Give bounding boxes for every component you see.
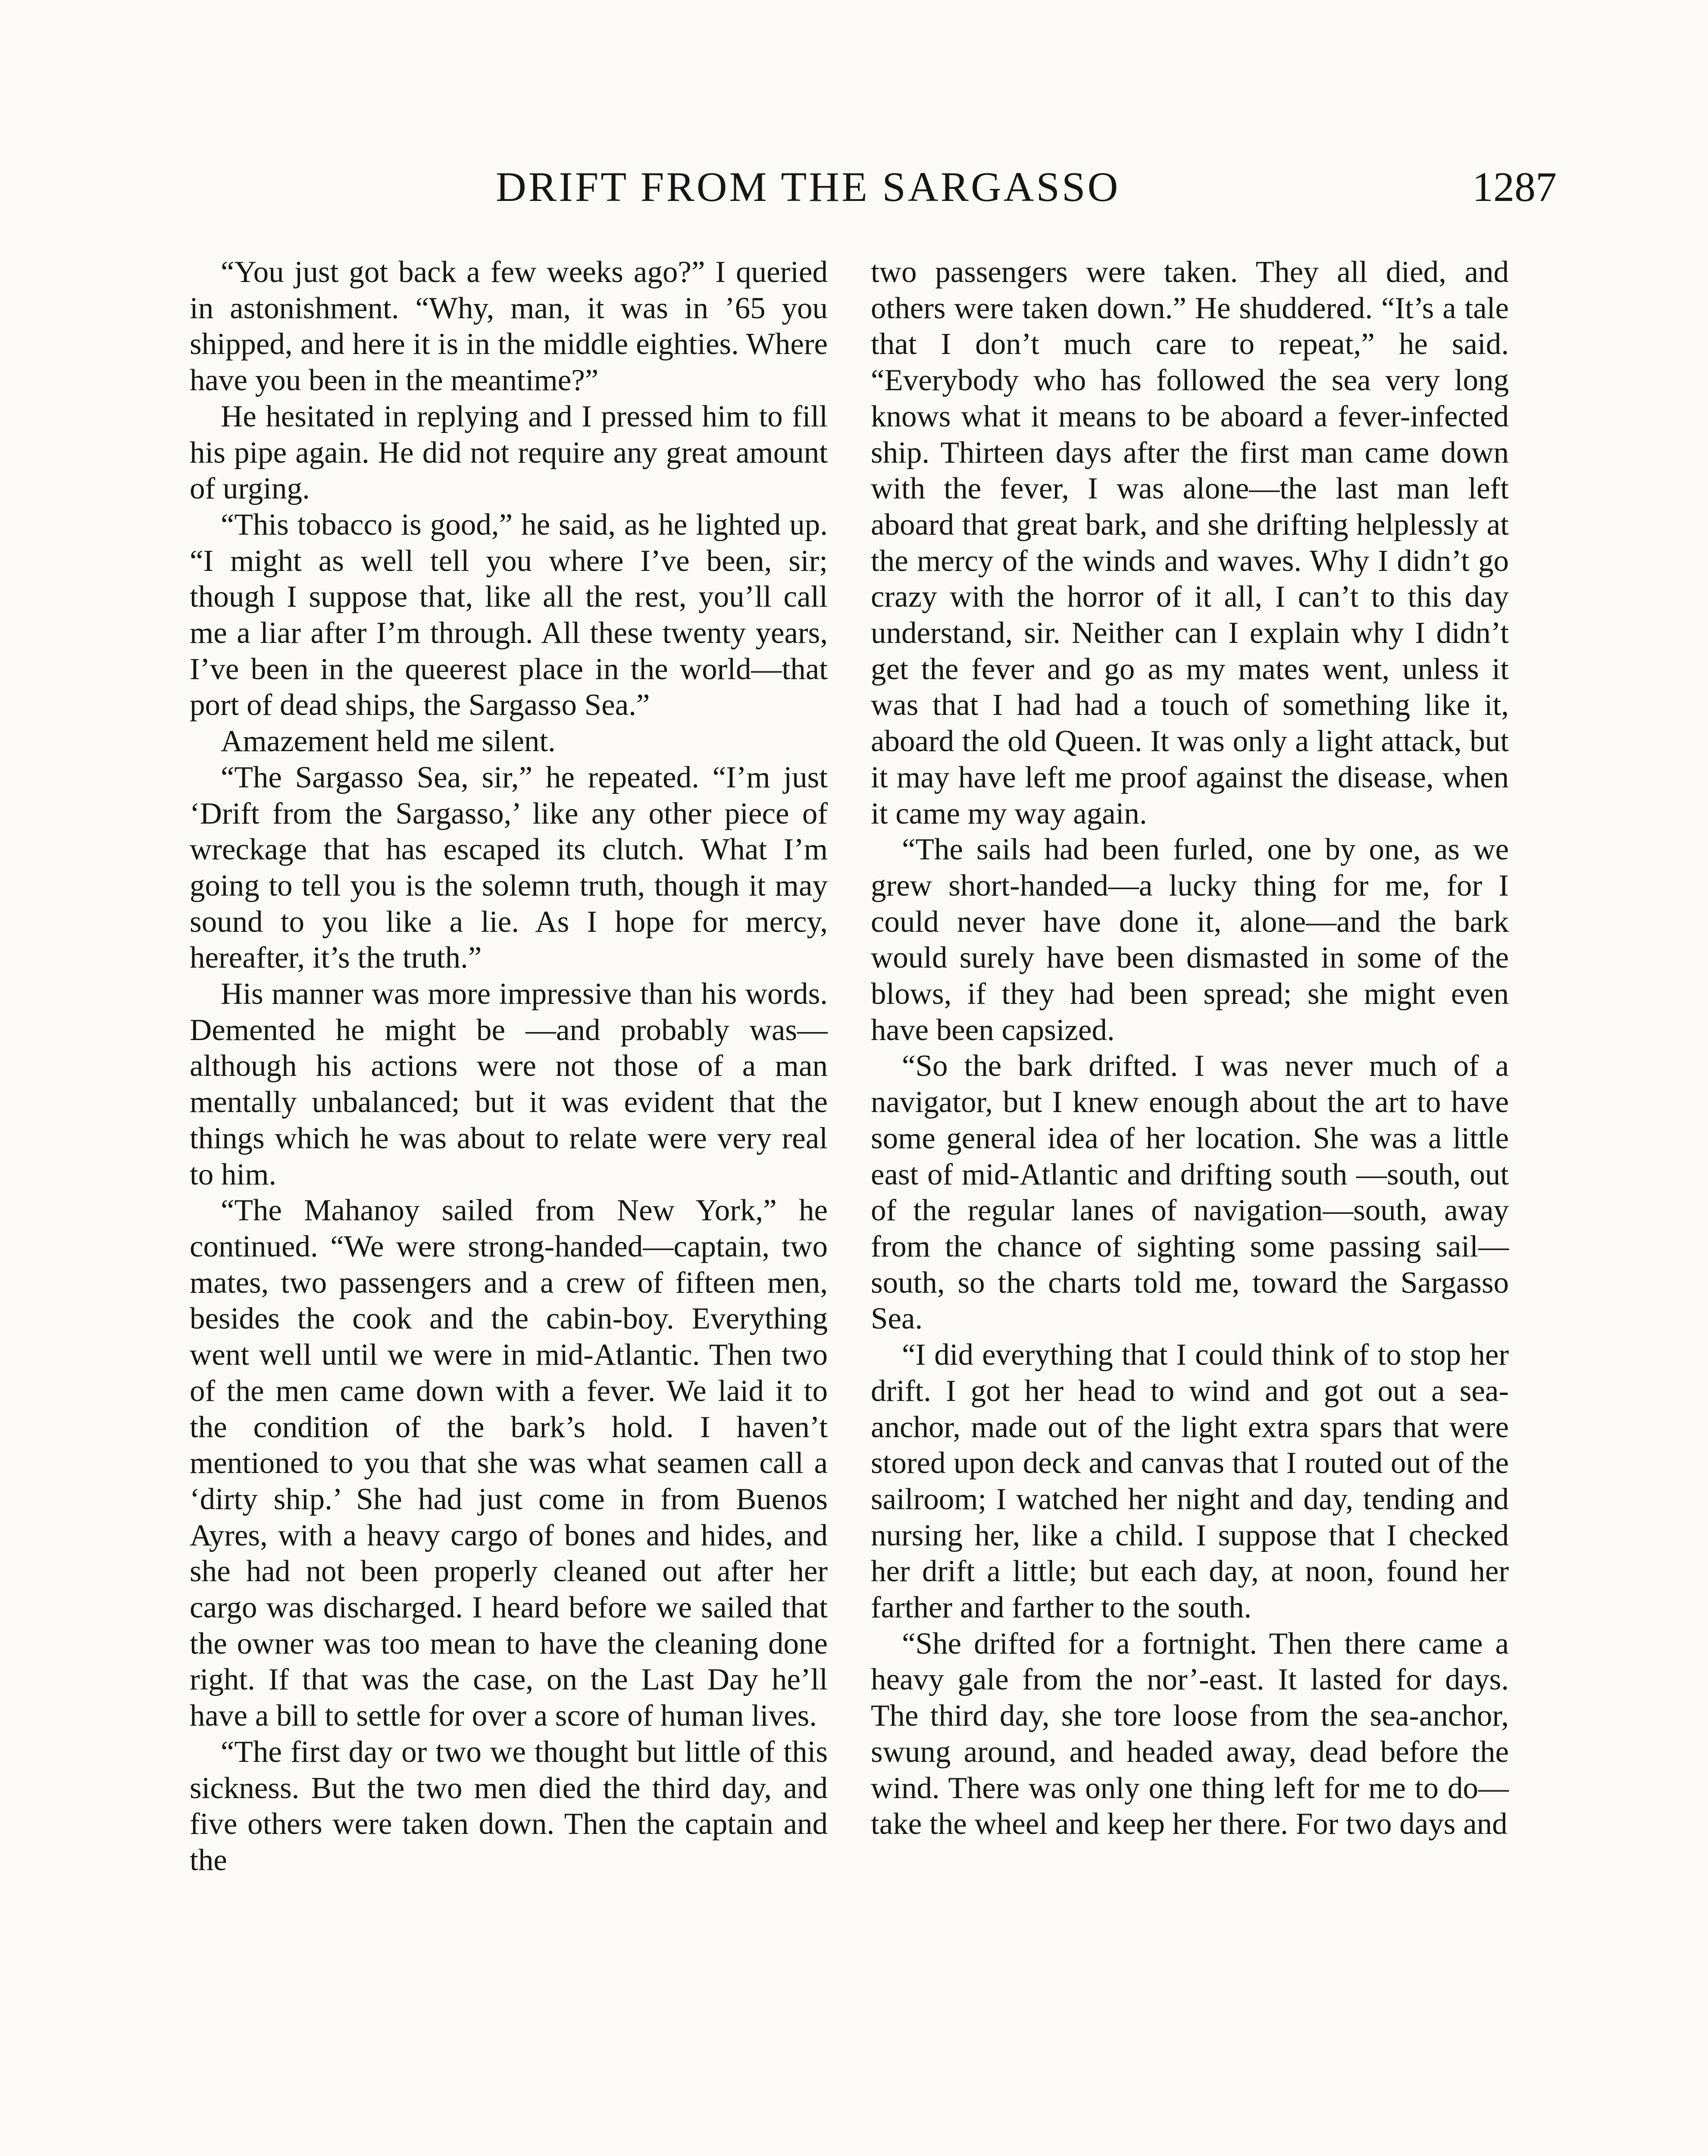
paragraph: His manner was more impressive than his words. Demented he might be —and probably was—although his actions were not those of a man mentally unbalanced; but it was evident that the things which he was about to relate were very real to him.: [190, 977, 828, 1191]
left-column: [190, 254, 828, 1879]
page-number: 1287: [1472, 164, 1557, 210]
paragraph: “The sails had been furled, one by one, as we grew short-handed—a lucky thing for me, for I could never have done it, alone—and the bark would surely have been dismasted in some of the blows, if they had been spread; she might even have been capsized.: [871, 833, 1509, 1047]
paragraph: “She drifted for a fortnight. Then there came a heavy gale from the nor’-east. It lasted for days. The third day, she tore loose from the sea-anchor, swung around, and headed away, dead before the wind. There was only one thing left for me to do—take the wheel and keep her there. For two days and: [871, 1626, 1509, 1841]
paragraph: two passengers were taken. They all died, and others were taken down.” He shuddered. “It’s a tale that I don’t much care to repeat,” he said. “Everybody who has followed the sea very long knows what it means to be aboard a fever-infected ship. Thirteen days after the first man came down with the fever, I was alone—the last man left aboard that great bark, and she drifting helplessly at the mercy of the winds and waves. Why I didn’t go crazy with the horror of it all, I can’t to this day understand, sir. Neither can I explain why I didn’t get the fever and go as my mates went, unless it was that I had had a touch of something like it, aboard the old Queen. It was only a light attack, but it may have left me proof against the disease, when it came my way again.: [871, 255, 1509, 830]
running-title: DRIFT FROM THE SARGASSO: [496, 164, 1120, 210]
paragraph: “I did everything that I could think of to stop her drift. I got her head to wind and got out a sea-anchor, made out of the light extra spars that were stored upon deck and canvas that I routed out of the sailroom; I watched her night and day, tending and nursing her, like a child. I suppose that I checked her drift a little; but each day, at noon, found her farther and farther to the south.: [871, 1338, 1509, 1625]
paragraph: “You just got back a few weeks ago?” I queried in astonishment. “Why, man, it was in ’65 you shipped, and here it is in the middle eighties. Where have you been in the meantime?”: [190, 255, 828, 398]
paragraph: Amazement held me silent.: [221, 724, 556, 758]
paragraph: “So the bark drifted. I was never much of a navigator, but I knew enough about the art to have some general idea of her location. She was a little east of mid-Atlantic and drifting south —south, out of the regular lanes of navigation—south, away from the chance of sighting some passing sail— south, so the charts told me, toward the Sargasso Sea.: [871, 1049, 1509, 1336]
paragraph: “The Sargasso Sea, sir,” he repeated. “I’m just ‘Drift from the Sargasso,’ like any other piece of wreckage that has escaped its clutch. What I’m going to tell you is the solemn truth, though it may sound to you like a lie. As I hope for mercy, hereafter, it’s the truth.”: [190, 760, 828, 975]
paragraph: “The Mahanoy sailed from New York,” he continued. “We were strong-handed—captain, two mates, two passengers and a crew of fifteen men, besides the cook and the cabin-boy. Everything went well until we were in mid-Atlantic. Then two of the men came down with a fever. We laid it to the condition of the bark’s hold. I haven’t mentioned to you that she was what seamen call a ‘dirty ship.’ She had just come in from Buenos Ayres, with a heavy cargo of bones and hides, and she had not been properly cleaned out after her cargo was discharged. I heard before we sailed that the owner was too mean to have the cleaning done right. If that was the case, on the Last Day he’ll have a bill to settle for over a score of human lives.: [190, 1194, 828, 1733]
paragraph: “This tobacco is good,” he said, as he lighted up. “I might as well tell you where I’ve been, sir; though I suppose that, like all the rest, you’ll call me a liar after I’m through. All these twenty years, I’ve been in the queerest place in the world—that port of dead ships, the Sargasso Sea.”: [190, 508, 828, 722]
right-column: [871, 254, 1509, 1843]
paragraph: “The first day or two we thought but little of this sickness. But the two men died the third day, and five others were taken down. Then the captain and the: [190, 1735, 828, 1877]
paragraph: He hesitated in replying and I pressed him to fill his pipe again. He did not require any great amount of urging.: [190, 399, 828, 506]
